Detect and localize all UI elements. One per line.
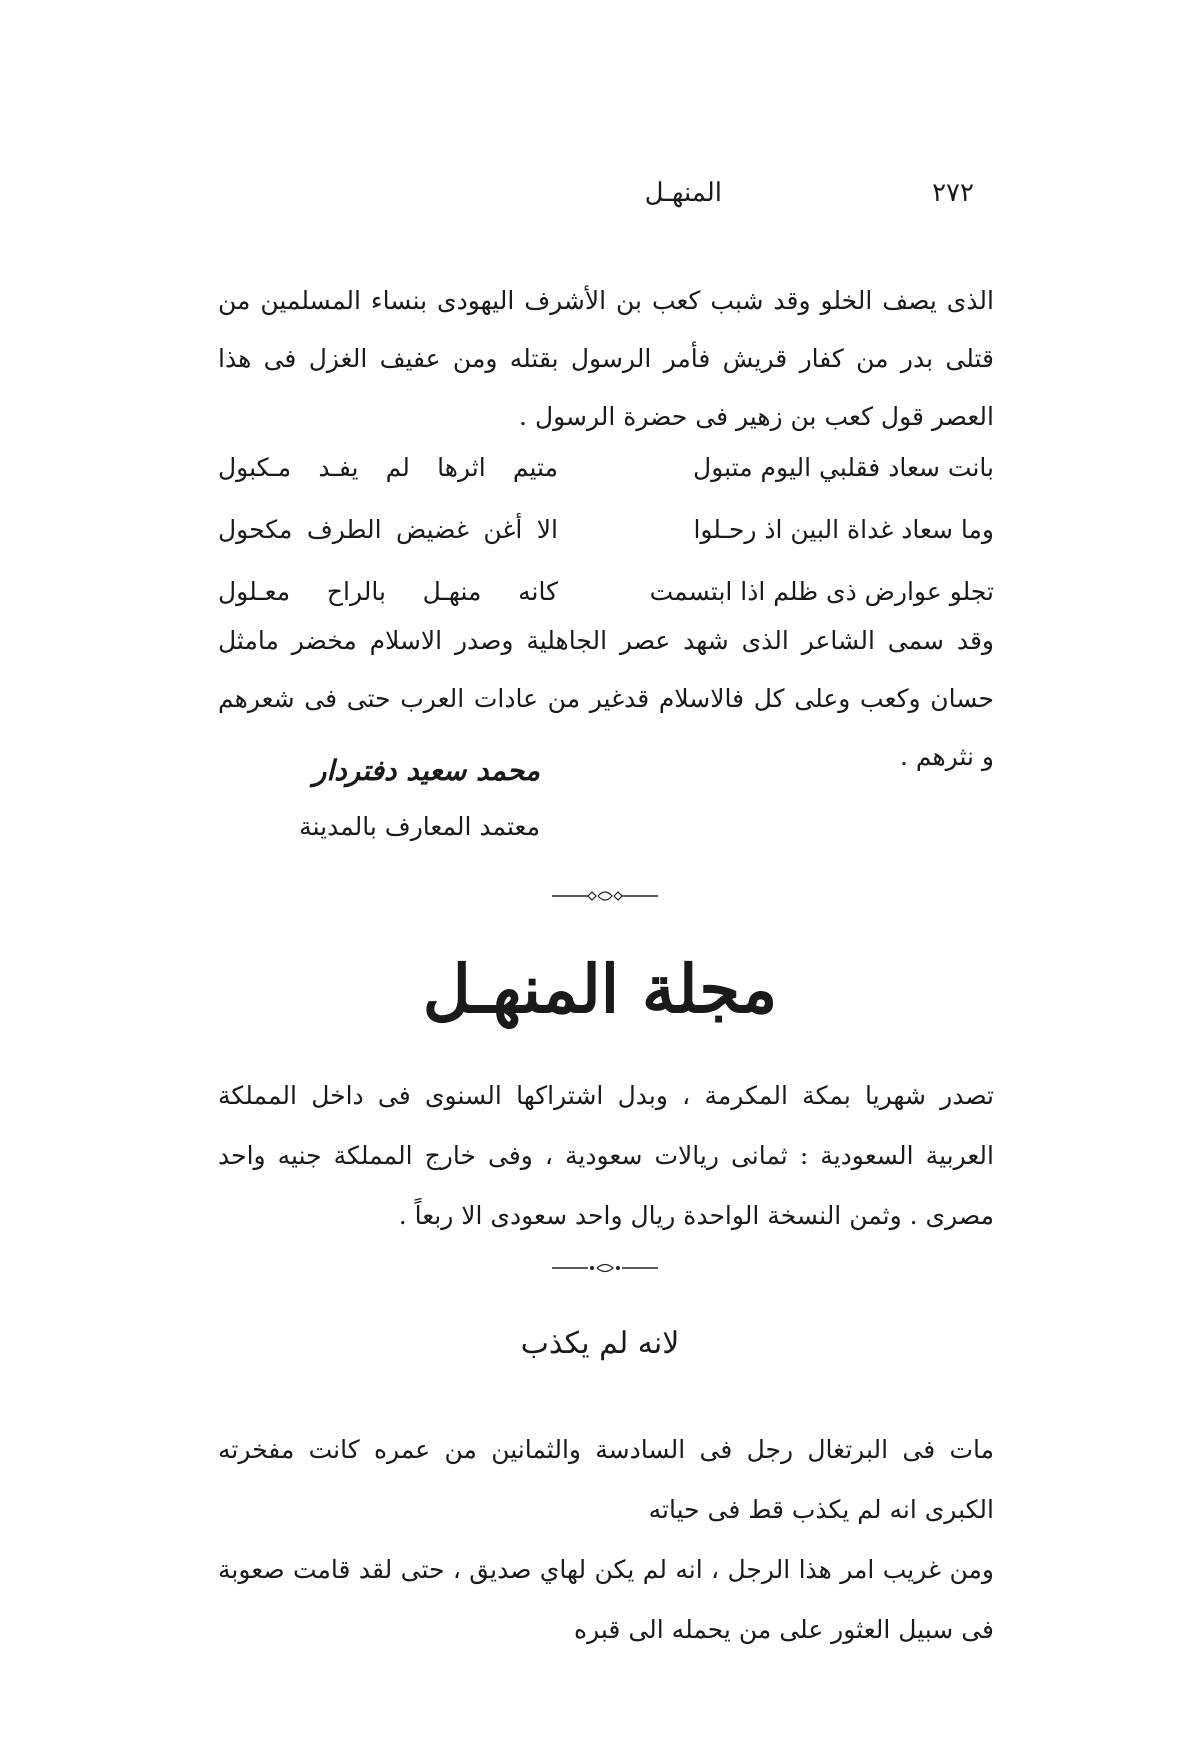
story-paragraph: مات فى البرتغال رجل فى السادسة والثمانين من عمره كانت مفخرته الكبرى انه لم يكذب قط فى حياته [218, 1435, 994, 1524]
verse-first-hemistich: بانت سعاد فقلبي اليوم متبول [693, 452, 994, 482]
story-paragraph: ومن غريب امر هذا الرجل ، انه لم يكن لهاي صديق ، حتى لقد قامت صعوبة فى سبيل العثور على من يحمله الى قبره [218, 1555, 994, 1644]
author-signature: محمد سعيد دفتردار [312, 754, 540, 787]
running-title: المنهـل [644, 178, 722, 208]
verse-first-hemistich: تجلو عوارض ذى ظلم اذا ابتسمت [649, 576, 994, 606]
verse-first-hemistich: وما سعاد غداة البين اذ رحـلوا [693, 514, 994, 544]
story-title: لانه لم يكذب [520, 1326, 680, 1361]
verse-line [218, 498, 994, 560]
verse-second-hemistich: كانه منهـل بالراح معـلول [218, 576, 558, 606]
magazine-title: مجلة المنهـل [422, 950, 778, 1028]
verse-second-hemistich: الا أغن غضيض الطرف مكحول [218, 514, 558, 544]
author-affiliation: معتمد المعارف بالمدينة [299, 812, 540, 841]
page-header [220, 178, 980, 218]
paragraph-ghazal: الذى يصف الخلو وقد شبب كعب بن الأشرف اليهودى بنساء المسلمين من قتلى بدر من كفار قريش فأمر الرسول بقتله ومن عفيف الغزل فى هذا العصر قول كعب بن زهير فى حضرة الرسول . [218, 286, 994, 431]
paragraph-mukhadram: وقد سمى الشاعر الذى شهد عصر الجاهلية وصدر الاسلام مخضر مامثل حسان وكعب وعلى كل فالاسلام قدغير من عادات العرب حتى فى شعرهم و نثرهم . [218, 626, 994, 771]
section-divider-ornament [550, 1260, 660, 1276]
subscription-notice: تصدر شهريا بمكة المكرمة ، وبدل اشتراكها السنوى فى داخل المملكة العربية السعودية : ثمانى ريالات سعودية ، وفى خارج المملكة جنيه واحد مصرى . وثمن النسخة الواحدة ريال واحد سعودى الا ربعاً . [218, 1081, 994, 1230]
section-divider-ornament [550, 888, 660, 904]
verse-second-hemistich: متيم اثرها لم يفـد مـكبول [218, 452, 558, 482]
verse-line [218, 436, 994, 498]
poem-verses [218, 436, 994, 622]
page-number: ٢٧٢ [932, 178, 974, 208]
